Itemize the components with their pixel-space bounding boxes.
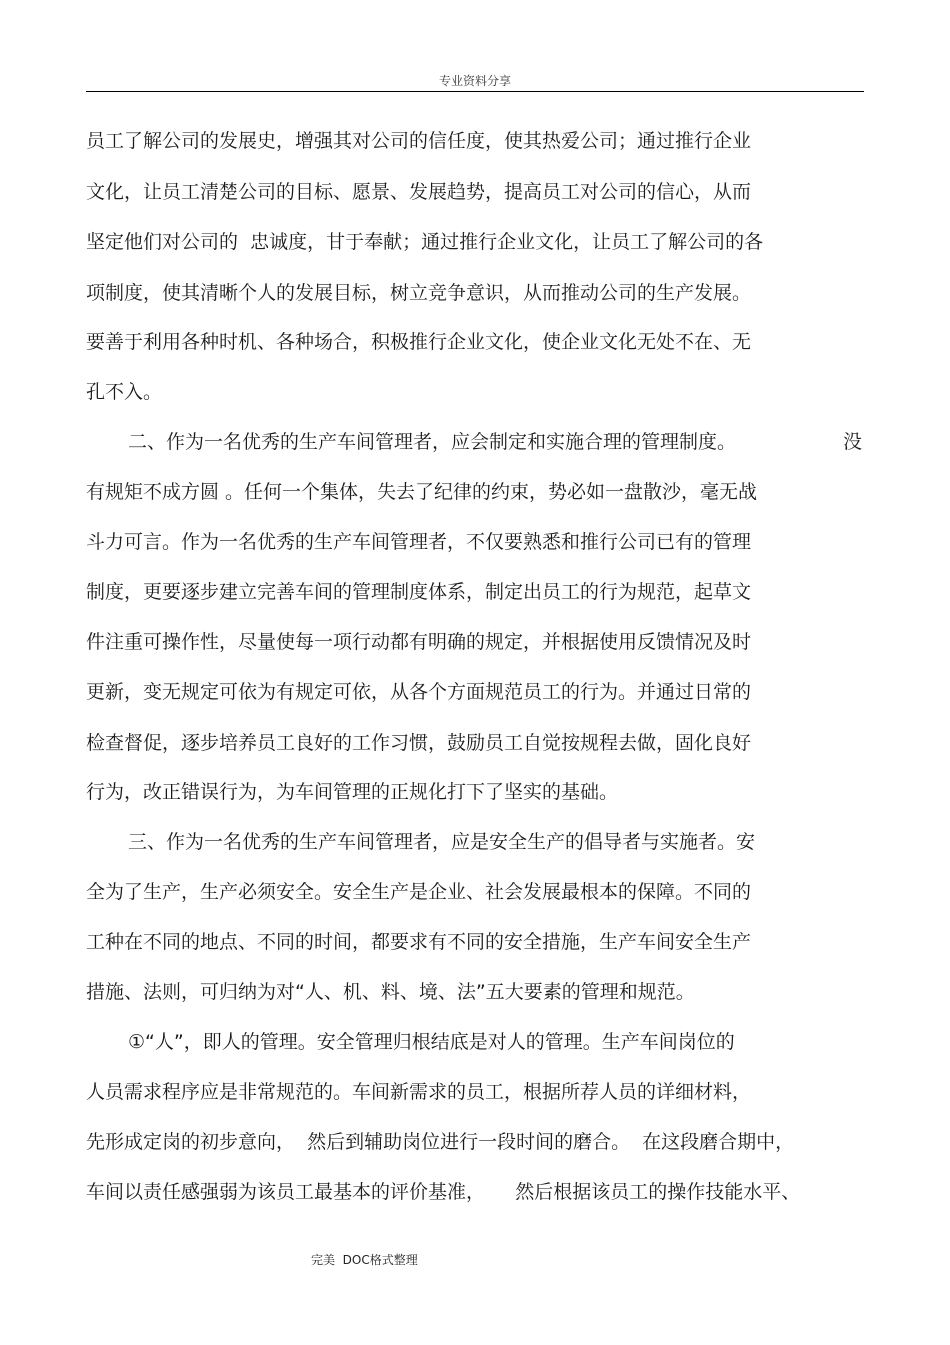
- body-line: 先形成定岗的初步意向， 然后到辅助岗位进行一段时间的磨合。 在这段磨合期中，: [86, 1131, 795, 1153]
- body-line: ①“人”，即人的管理。安全管理归根结底是对人的管理。生产车间岗位的: [128, 1031, 735, 1053]
- body-line: 二、作为一名优秀的生产车间管理者，应会制定和实施合理的管理制度。: [128, 431, 737, 453]
- body-line: 没: [843, 431, 863, 453]
- body-line: 措施、法则，可归纳为对“人、机、料、境、法”五大要素的管理和规范。: [86, 981, 695, 1003]
- body-line: 件注重可操作性，尽量使每一项行动都有明确的规定，并根据使用反馈情况及时: [86, 631, 752, 653]
- body-line: 有规矩不成方圆 。任何一个集体，失去了纪律的约束，势必如一盘散沙，毫无战: [86, 481, 758, 503]
- page-footer: 完美 DOC格式整理: [311, 1253, 418, 1267]
- body-line: 行为，改正错误行为，为车间管理的正规化打下了坚实的基础。: [86, 781, 619, 803]
- header-rule: [86, 91, 864, 92]
- body-line: 孔不入。: [86, 381, 163, 403]
- page-header: 专业资料分享: [438, 74, 511, 88]
- body-line: 三、作为一名优秀的生产车间管理者，应是安全生产的倡导者与实施者。安: [128, 831, 756, 853]
- body-line: 要善于利用各种时机、各种场合，积极推行企业文化，使企业文化无处不在、无: [86, 331, 752, 353]
- body-line: 检查督促，逐步培养员工良好的工作习惯，鼓励员工自觉按规程去做，固化良好: [86, 732, 752, 754]
- body-line: 车间以责任感强弱为该员工最基本的评价基准， 然后根据该员工的操作技能水平、: [86, 1181, 801, 1203]
- body-line: 全为了生产，生产必须安全。安全生产是企业、社会发展最根本的保障。不同的: [86, 881, 752, 903]
- body-line: 制度，更要逐步建立完善车间的管理制度体系，制定出员工的行为规范，起草文: [86, 581, 752, 603]
- body-line: 坚定他们对公司的 忠诚度，甘于奉献；通过推行企业文化，让员工了解公司的各: [86, 231, 764, 253]
- body-line: 文化，让员工清楚公司的目标、愿景、发展趋势，提高员工对公司的信心，从而: [86, 181, 752, 203]
- body-line: 工种在不同的地点、不同的时间，都要求有不同的安全措施，生产车间安全生产: [86, 931, 752, 953]
- body-line: 员工了解公司的发展史，增强其对公司的信任度，使其热爱公司；通过推行企业: [86, 130, 752, 152]
- body-line: 人员需求程序应是非常规范的。车间新需求的员工，根据所荐人员的详细材料，: [86, 1081, 752, 1103]
- body-line: 更新，变无规定可依为有规定可依，从各个方面规范员工的行为。并通过日常的: [86, 681, 752, 703]
- body-line: 斗力可言。作为一名优秀的生产车间管理者，不仅要熟悉和推行公司已有的管理: [86, 531, 752, 553]
- body-line: 项制度，使其清晰个人的发展目标，树立竞争意识，从而推动公司的生产发展。: [86, 282, 752, 304]
